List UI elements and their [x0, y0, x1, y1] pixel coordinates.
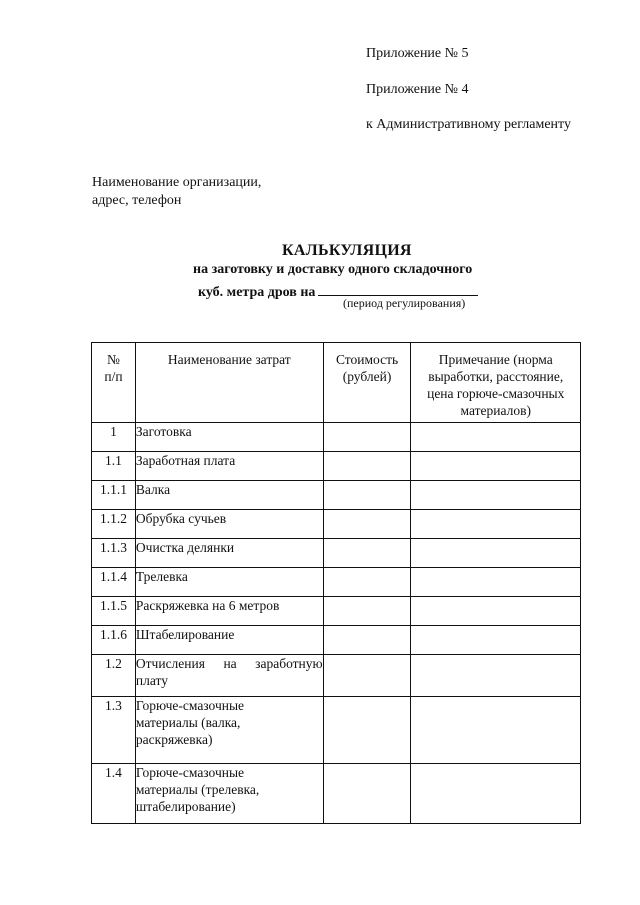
table-row [92, 597, 581, 626]
row-note-cell[interactable] [411, 423, 581, 452]
row-note-cell[interactable] [411, 655, 581, 697]
row-note-cell[interactable] [411, 597, 581, 626]
row-name: Раскряжевка на 6 метров [135, 597, 323, 626]
row-num: 1.1.1 [92, 481, 136, 510]
header-note-text: Примечание (норма выработки, расстояние, цена горюче-смазочных материалов) [427, 352, 565, 418]
header-num-text: № п/п [104, 352, 123, 384]
row-name: Обрубка сучьев [135, 510, 323, 539]
document-title: КАЛЬКУЛЯЦИЯ [282, 242, 412, 259]
table-row [92, 423, 581, 452]
row-cost-cell[interactable] [323, 539, 411, 568]
header-name [135, 343, 323, 423]
organization-block [92, 174, 261, 210]
row-name: Горюче-смазочные материалы (валка, раскряжевка) [135, 697, 323, 764]
subtitle-text: куб. метра дров на [198, 285, 316, 300]
appendix-line: Приложение № 4 [366, 82, 469, 97]
table-row [92, 626, 581, 655]
period-blank-line[interactable] [318, 282, 478, 296]
document-subtitle: на заготовку и доставку одного складочного [193, 262, 473, 277]
row-num: 1 [92, 423, 136, 452]
row-cost-cell[interactable] [323, 697, 411, 764]
organization-address-label: адрес, телефон [92, 193, 182, 208]
table-row [92, 510, 581, 539]
row-name: Валка [135, 481, 323, 510]
row-cost-cell[interactable] [323, 452, 411, 481]
row-num: 1.2 [92, 655, 136, 697]
row-name: Заготовка [135, 423, 323, 452]
row-num: 1.3 [92, 697, 136, 764]
header-name-text: Наименование затрат [167, 352, 291, 367]
table-row [92, 655, 581, 697]
table-header-row [92, 343, 581, 423]
row-name: Горюче-смазочные материалы (трелевка, штабелирование) [135, 764, 323, 824]
row-num: 1.4 [92, 764, 136, 824]
table-row [92, 481, 581, 510]
row-note-cell[interactable] [411, 452, 581, 481]
row-name: Заработная плата [135, 452, 323, 481]
table-row [92, 697, 581, 764]
calculation-table [91, 342, 581, 824]
row-name: Штабелирование [135, 626, 323, 655]
period-note: (период регулирования) [343, 296, 466, 310]
row-num: 1.1.4 [92, 568, 136, 597]
row-cost-cell[interactable] [323, 568, 411, 597]
table-row [92, 539, 581, 568]
row-cost-cell[interactable] [323, 423, 411, 452]
header-num [92, 343, 136, 423]
table-row [92, 764, 581, 824]
appendix-line: к Административному регламенту [366, 117, 571, 132]
row-cost-cell[interactable] [323, 510, 411, 539]
row-note-cell[interactable] [411, 697, 581, 764]
header-cost [323, 343, 411, 423]
row-cost-cell[interactable] [323, 764, 411, 824]
row-note-cell[interactable] [411, 764, 581, 824]
row-note-cell[interactable] [411, 539, 581, 568]
row-cost-cell[interactable] [323, 481, 411, 510]
table-row [92, 452, 581, 481]
row-cost-cell[interactable] [323, 626, 411, 655]
row-num: 1.1.2 [92, 510, 136, 539]
row-num: 1.1.3 [92, 539, 136, 568]
row-num: 1.1 [92, 452, 136, 481]
header-note [411, 343, 581, 423]
row-num: 1.1.5 [92, 597, 136, 626]
appendix-line: Приложение № 5 [366, 46, 469, 61]
organization-name-label: Наименование организации, [92, 175, 262, 190]
row-cost-cell[interactable] [323, 597, 411, 626]
row-note-cell[interactable] [411, 626, 581, 655]
row-note-cell[interactable] [411, 481, 581, 510]
header-cost-text: Стоимость (рублей) [335, 352, 399, 384]
row-note-cell[interactable] [411, 568, 581, 597]
table-row [92, 568, 581, 597]
row-name: Трелевка [135, 568, 323, 597]
row-cost-cell[interactable] [323, 655, 411, 697]
row-num: 1.1.6 [92, 626, 136, 655]
row-note-cell[interactable] [411, 510, 581, 539]
row-name: Отчисления на заработную плату [135, 655, 323, 697]
row-name: Очистка делянки [135, 539, 323, 568]
